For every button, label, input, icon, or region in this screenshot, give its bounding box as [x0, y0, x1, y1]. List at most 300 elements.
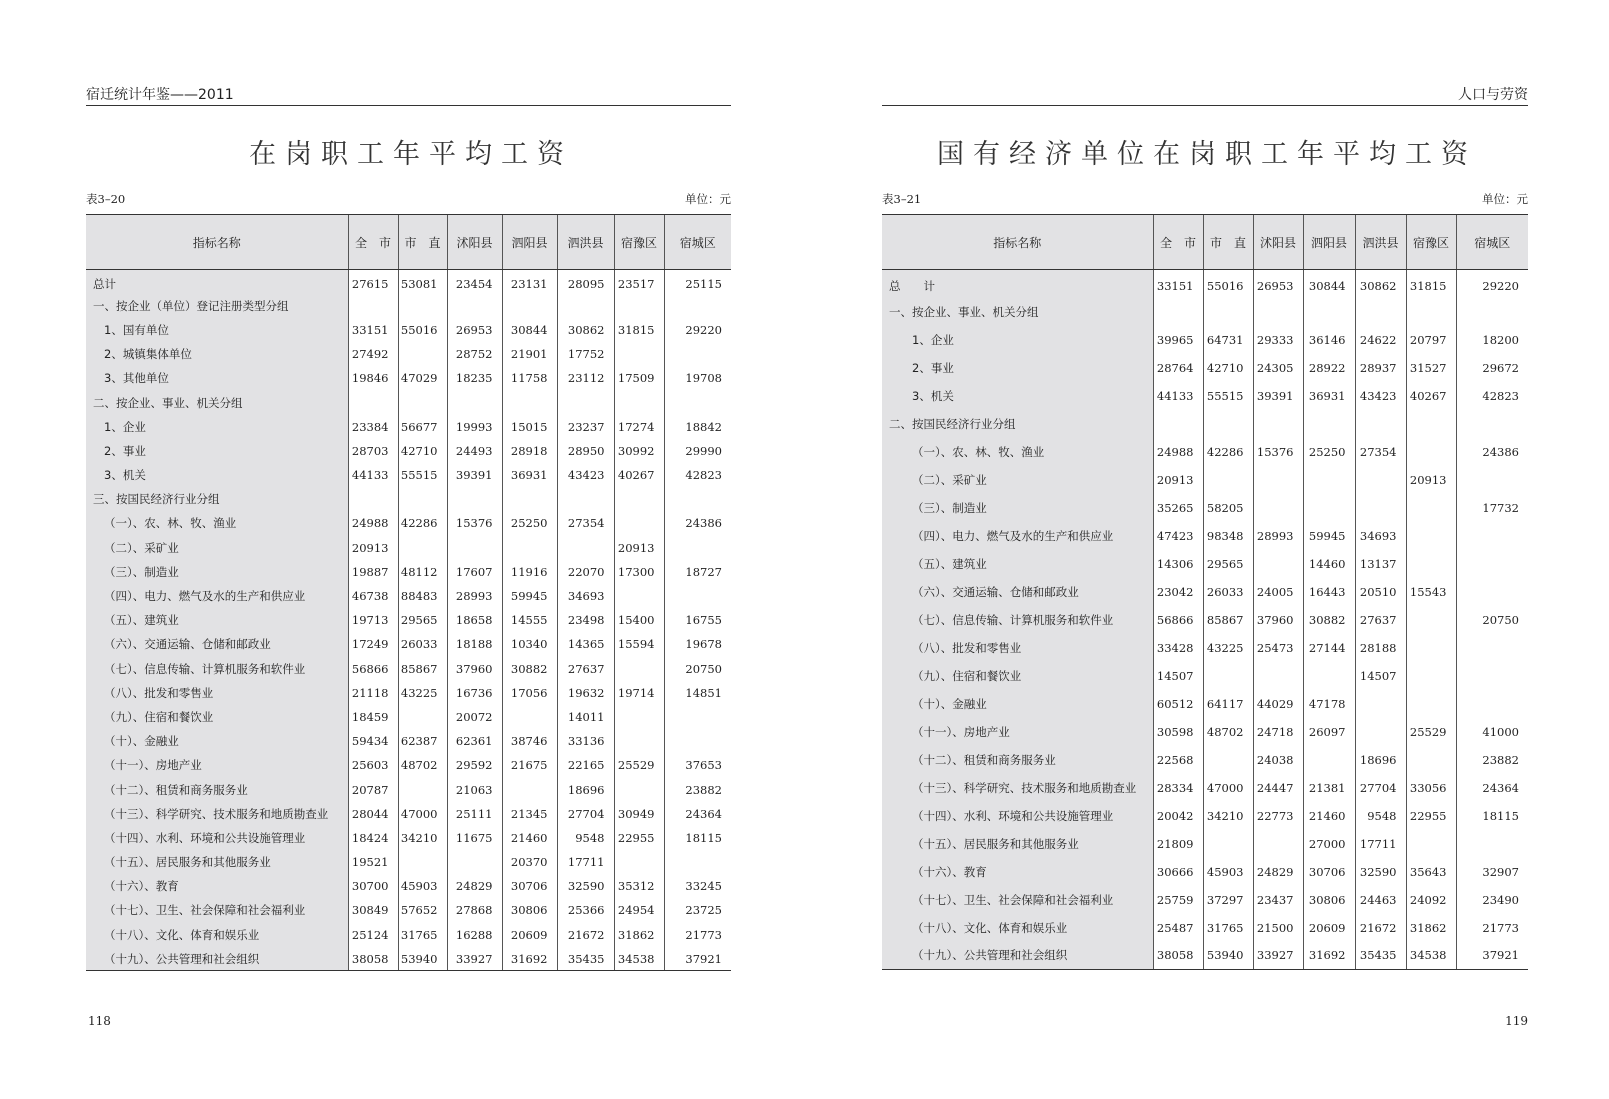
table-cell: [447, 294, 502, 318]
table-cell: 25115: [664, 270, 731, 294]
table-cell: 42710: [398, 439, 447, 463]
table-cell: [398, 536, 447, 560]
table-cell: 24447: [1253, 774, 1303, 802]
table-cell: 21675: [502, 753, 557, 777]
table-cell: 38058: [1153, 942, 1203, 970]
table-cell: [348, 390, 398, 414]
table-cell: 56677: [398, 415, 447, 439]
table-cell: [1406, 550, 1456, 578]
table-row: [86, 270, 731, 294]
table-cell: 60512: [1153, 690, 1203, 718]
table-cell: 20072: [447, 705, 502, 729]
table-cell: [1355, 494, 1406, 522]
table-cell: 23517: [614, 270, 664, 294]
table-cell: 37921: [1456, 942, 1528, 970]
table-cell: 21345: [502, 802, 557, 826]
row-label: （十）、金融业: [882, 690, 1153, 718]
page-number: 119: [1505, 1014, 1528, 1028]
table-cell: 11916: [502, 560, 557, 584]
row-label: 1、企业: [882, 326, 1153, 354]
table-cell: 25250: [502, 511, 557, 535]
table-cell: [447, 487, 502, 511]
table-cell: 20913: [614, 536, 664, 560]
table-cell: 17732: [1456, 494, 1528, 522]
row-label: （六）、交通运输、仓储和邮政业: [86, 632, 348, 656]
row-label: （八）、批发和零售业: [882, 634, 1153, 662]
table-cell: 15594: [614, 632, 664, 656]
table-cell: 56866: [348, 657, 398, 681]
table-cell: 28188: [1355, 634, 1406, 662]
table-cell: 20750: [1456, 606, 1528, 634]
table-cell: 24988: [1153, 438, 1203, 466]
table-cell: [1253, 466, 1303, 494]
table-cell: 20609: [502, 923, 557, 947]
table-row: [882, 830, 1528, 858]
table-cell: 21460: [502, 826, 557, 850]
table-code: 表3–20: [86, 192, 126, 206]
table-cell: 18696: [1355, 746, 1406, 774]
table-cell: [1303, 298, 1355, 326]
column-header: 市 直: [1203, 215, 1253, 270]
table-row: [86, 415, 731, 439]
table-cell: 21381: [1303, 774, 1355, 802]
table-cell: [398, 342, 447, 366]
table-row: [86, 802, 731, 826]
table-cell: [614, 729, 664, 753]
table-cell: 30666: [1153, 858, 1203, 886]
table-cell: [557, 536, 614, 560]
table-cell: [664, 850, 731, 874]
table-cell: 47029: [398, 366, 447, 390]
table-cell: 29220: [664, 318, 731, 342]
table-cell: 17056: [502, 681, 557, 705]
row-label: 一、按企业（单位）登记注册类型分组: [86, 294, 348, 318]
table-cell: 19714: [614, 681, 664, 705]
table-row: [882, 550, 1528, 578]
table-cell: [1303, 746, 1355, 774]
row-label: （十一）、房地产业: [882, 718, 1153, 746]
table-cell: 37297: [1203, 886, 1253, 914]
table-cell: [614, 487, 664, 511]
table-cell: [348, 294, 398, 318]
table-cell: 28993: [1253, 522, 1303, 550]
column-header: 泗洪县: [557, 215, 614, 270]
table-cell: 28922: [1303, 354, 1355, 382]
row-label: （十二）、租赁和商务服务业: [86, 777, 348, 801]
table-cell: 34210: [398, 826, 447, 850]
column-header: 全 市: [1153, 215, 1203, 270]
table-cell: [557, 390, 614, 414]
table-cell: 16755: [664, 608, 731, 632]
table-row: [882, 886, 1528, 914]
table-cell: [447, 850, 502, 874]
table-cell: 24622: [1355, 326, 1406, 354]
table-cell: 23112: [557, 366, 614, 390]
table-cell: [1406, 690, 1456, 718]
row-label: 1、企业: [86, 415, 348, 439]
table-cell: [614, 342, 664, 366]
table-cell: [447, 536, 502, 560]
table-row: [882, 354, 1528, 382]
table-cell: [1406, 746, 1456, 774]
table-cell: 43225: [1203, 634, 1253, 662]
table-cell: 15376: [447, 511, 502, 535]
table-cell: 23237: [557, 415, 614, 439]
table-cell: 23384: [348, 415, 398, 439]
row-label: 3、机关: [86, 463, 348, 487]
table-cell: 18842: [664, 415, 731, 439]
table-cell: 36146: [1303, 326, 1355, 354]
table-cell: 47178: [1303, 690, 1355, 718]
table-row: [882, 858, 1528, 886]
table-cell: 24038: [1253, 746, 1303, 774]
table-cell: [664, 705, 731, 729]
table-cell: 27354: [1355, 438, 1406, 466]
table-cell: 24364: [664, 802, 731, 826]
table-cell: 18658: [447, 608, 502, 632]
table-cell: 35312: [614, 874, 664, 898]
table-cell: 57652: [398, 898, 447, 922]
table-cell: 19993: [447, 415, 502, 439]
table-cell: 30598: [1153, 718, 1203, 746]
table-cell: 59945: [502, 584, 557, 608]
row-label: （十七）、卫生、社会保障和社会福利业: [882, 886, 1153, 914]
table-cell: [664, 487, 731, 511]
table-cell: 35435: [557, 947, 614, 971]
row-label: （十四）、水利、环境和公共设施管理业: [86, 826, 348, 850]
table-cell: 20913: [1406, 466, 1456, 494]
table-cell: 22165: [557, 753, 614, 777]
table-cell: [1355, 410, 1406, 438]
table-cell: [447, 390, 502, 414]
row-label: （十六）、教育: [86, 874, 348, 898]
table-cell: [614, 584, 664, 608]
table-cell: 20797: [1406, 326, 1456, 354]
table-row: [86, 294, 731, 318]
table-cell: 17249: [348, 632, 398, 656]
table-cell: [1203, 830, 1253, 858]
table-row: [882, 802, 1528, 830]
table-cell: 20510: [1355, 578, 1406, 606]
table-cell: 24954: [614, 898, 664, 922]
table-cell: 41000: [1456, 718, 1528, 746]
table-cell: [1406, 522, 1456, 550]
table-cell: [1253, 494, 1303, 522]
table-cell: 55515: [1203, 382, 1253, 410]
table-cell: 25487: [1153, 914, 1203, 942]
unit-label: 单位：元: [1482, 192, 1528, 206]
table-row: [882, 494, 1528, 522]
table-cell: [398, 294, 447, 318]
table-cell: [1406, 606, 1456, 634]
row-label: （十四）、水利、环境和公共设施管理业: [882, 802, 1153, 830]
table-cell: 56866: [1153, 606, 1203, 634]
table-cell: 35435: [1355, 942, 1406, 970]
table-cell: 16443: [1303, 578, 1355, 606]
table-cell: [502, 487, 557, 511]
table-row: [86, 850, 731, 874]
table-cell: 15543: [1406, 578, 1456, 606]
table-cell: 24829: [447, 874, 502, 898]
table-cell: [1456, 634, 1528, 662]
table-cell: 28937: [1355, 354, 1406, 382]
table-row: [86, 511, 731, 535]
table-cell: 31692: [502, 947, 557, 971]
table-cell: 15015: [502, 415, 557, 439]
table-cell: [1303, 410, 1355, 438]
table-cell: 30849: [348, 898, 398, 922]
table-cell: 29672: [1456, 354, 1528, 382]
table-cell: 34693: [1355, 522, 1406, 550]
table-cell: 33151: [1153, 270, 1203, 298]
table-meta: [882, 191, 1528, 207]
table-cell: [1253, 410, 1303, 438]
table-cell: 31862: [614, 923, 664, 947]
row-label: 2、事业: [882, 354, 1153, 382]
table-cell: 17711: [557, 850, 614, 874]
row-label: 1、国有单位: [86, 318, 348, 342]
table-cell: 38058: [348, 947, 398, 971]
table-row: [86, 705, 731, 729]
table-cell: [1406, 438, 1456, 466]
table-row: [86, 318, 731, 342]
row-label: （十五）、居民服务和其他服务业: [86, 850, 348, 874]
table-cell: 26033: [398, 632, 447, 656]
table-cell: [614, 850, 664, 874]
table-cell: 15376: [1253, 438, 1303, 466]
table-cell: 19846: [348, 366, 398, 390]
row-label: 总 计: [882, 270, 1153, 298]
row-label: （十九）、公共管理和社会组织: [86, 947, 348, 971]
unit-label: 单位：元: [685, 192, 731, 206]
table-cell: 39391: [447, 463, 502, 487]
table-cell: [1153, 410, 1203, 438]
table-cell: [348, 487, 398, 511]
table-cell: 10340: [502, 632, 557, 656]
table-cell: 27637: [557, 657, 614, 681]
column-header: 宿城区: [1456, 215, 1528, 270]
table-cell: 25124: [348, 923, 398, 947]
table-cell: 20750: [664, 657, 731, 681]
table-cell: 30882: [502, 657, 557, 681]
table-cell: 98348: [1203, 522, 1253, 550]
table-cell: 34538: [1406, 942, 1456, 970]
table-cell: [1203, 746, 1253, 774]
page-number: 118: [88, 1014, 111, 1028]
row-label: （十三）、科学研究、技术服务和地质勘查业: [882, 774, 1153, 802]
table-row: [86, 681, 731, 705]
table-cell: 27868: [447, 898, 502, 922]
row-label: （十一）、房地产业: [86, 753, 348, 777]
table-cell: 48702: [1203, 718, 1253, 746]
table-cell: [557, 487, 614, 511]
table-cell: 19678: [664, 632, 731, 656]
table-cell: 30706: [502, 874, 557, 898]
table-cell: 26097: [1303, 718, 1355, 746]
column-header: 沭阳县: [447, 215, 502, 270]
table-cell: 35265: [1153, 494, 1203, 522]
table-row: [882, 326, 1528, 354]
table-cell: 26033: [1203, 578, 1253, 606]
table-row: [86, 560, 731, 584]
table-cell: [557, 294, 614, 318]
table-cell: 53081: [398, 270, 447, 294]
table-cell: 21773: [1456, 914, 1528, 942]
row-label: （六）、交通运输、仓储和邮政业: [882, 578, 1153, 606]
row-label: （十五）、居民服务和其他服务业: [882, 830, 1153, 858]
table-cell: 18424: [348, 826, 398, 850]
table-cell: 47000: [398, 802, 447, 826]
table-cell: 23454: [447, 270, 502, 294]
row-label: （九）、住宿和餐饮业: [86, 705, 348, 729]
table-cell: 14507: [1355, 662, 1406, 690]
column-header: 泗阳县: [502, 215, 557, 270]
row-label: 三、按国民经济行业分组: [86, 487, 348, 511]
table-cell: 27354: [557, 511, 614, 535]
table-cell: 62361: [447, 729, 502, 753]
table-cell: 25473: [1253, 634, 1303, 662]
table-row: [86, 584, 731, 608]
table-cell: 20913: [348, 536, 398, 560]
table-cell: 40267: [1406, 382, 1456, 410]
table-cell: [1456, 830, 1528, 858]
table-cell: 42823: [1456, 382, 1528, 410]
table-cell: 18235: [447, 366, 502, 390]
table-cell: 16288: [447, 923, 502, 947]
table-cell: 55016: [398, 318, 447, 342]
table-cell: [1355, 690, 1406, 718]
table-cell: 21901: [502, 342, 557, 366]
table-cell: [1456, 466, 1528, 494]
table-cell: 30700: [348, 874, 398, 898]
row-label: （五）、建筑业: [86, 608, 348, 632]
table-cell: 44029: [1253, 690, 1303, 718]
table-cell: 22568: [1153, 746, 1203, 774]
table-cell: 19887: [348, 560, 398, 584]
column-header: 市 直: [398, 215, 447, 270]
table-header-row: [86, 215, 731, 270]
table-cell: 18115: [1456, 802, 1528, 830]
table-cell: [614, 294, 664, 318]
table-cell: 29565: [1203, 550, 1253, 578]
table-cell: 53940: [1203, 942, 1253, 970]
table-cell: 25366: [557, 898, 614, 922]
table-cell: 64731: [1203, 326, 1253, 354]
table-cell: 18188: [447, 632, 502, 656]
table-row: [882, 662, 1528, 690]
table-cell: [1456, 662, 1528, 690]
table-cell: 14460: [1303, 550, 1355, 578]
column-header-indicator: 指标名称: [882, 215, 1153, 270]
table-cell: 23882: [664, 777, 731, 801]
table-cell: 24386: [1456, 438, 1528, 466]
table-cell: 31862: [1406, 914, 1456, 942]
table-cell: 40267: [614, 463, 664, 487]
table-cell: 23042: [1153, 578, 1203, 606]
table-row: [86, 657, 731, 681]
table-cell: [664, 342, 731, 366]
table-cell: 29220: [1456, 270, 1528, 298]
table-cell: [1406, 830, 1456, 858]
table-cell: 45903: [398, 874, 447, 898]
table-row: [86, 777, 731, 801]
table-cell: 35643: [1406, 858, 1456, 886]
table-cell: 16736: [447, 681, 502, 705]
table-cell: 33151: [348, 318, 398, 342]
table-cell: 24386: [664, 511, 731, 535]
table-cell: 85867: [398, 657, 447, 681]
table-cell: 22955: [614, 826, 664, 850]
row-label: （十八）、文化、体育和娱乐业: [882, 914, 1153, 942]
table-cell: 33136: [557, 729, 614, 753]
table-row: [86, 536, 731, 560]
table-cell: 20042: [1153, 802, 1203, 830]
table-cell: [502, 294, 557, 318]
table-cell: [664, 536, 731, 560]
table-cell: 64117: [1203, 690, 1253, 718]
table-cell: 59945: [1303, 522, 1355, 550]
table-cell: [1303, 494, 1355, 522]
table-cell: 14365: [557, 632, 614, 656]
table-cell: 31527: [1406, 354, 1456, 382]
table-cell: 28703: [348, 439, 398, 463]
table-cell: 24829: [1253, 858, 1303, 886]
table-cell: [1153, 298, 1203, 326]
table-cell: 17274: [614, 415, 664, 439]
row-label: （八）、批发和零售业: [86, 681, 348, 705]
table-cell: 34693: [557, 584, 614, 608]
table-row: [882, 942, 1528, 970]
table-cell: 24988: [348, 511, 398, 535]
table-cell: [398, 705, 447, 729]
running-header: 宿迁统计年鉴——2011: [86, 84, 731, 106]
table-cell: 39965: [1153, 326, 1203, 354]
table-cell: [502, 536, 557, 560]
row-label: （四）、电力、燃气及水的生产和供应业: [882, 522, 1153, 550]
table-row: [86, 753, 731, 777]
row-label: （十二）、租赁和商务服务业: [882, 746, 1153, 774]
table-cell: 17752: [557, 342, 614, 366]
row-label: （十九）、公共管理和社会组织: [882, 942, 1153, 970]
row-label: （十七）、卫生、社会保障和社会福利业: [86, 898, 348, 922]
table-cell: 14306: [1153, 550, 1203, 578]
table-cell: [1253, 298, 1303, 326]
row-label: （一）、农、林、牧、渔业: [86, 511, 348, 535]
table-cell: 30706: [1303, 858, 1355, 886]
table-cell: 24092: [1406, 886, 1456, 914]
table-cell: 37653: [664, 753, 731, 777]
table-cell: 36931: [1303, 382, 1355, 410]
table-cell: 20787: [348, 777, 398, 801]
row-label: 二、按国民经济行业分组: [882, 410, 1153, 438]
table-cell: 20913: [1153, 466, 1203, 494]
table-cell: 31765: [398, 923, 447, 947]
table-cell: 11675: [447, 826, 502, 850]
table-cell: 27492: [348, 342, 398, 366]
table-cell: 62387: [398, 729, 447, 753]
table-cell: [1203, 410, 1253, 438]
table-row: [882, 466, 1528, 494]
table-cell: 27615: [348, 270, 398, 294]
table-cell: 32590: [1355, 858, 1406, 886]
table-cell: 29565: [398, 608, 447, 632]
table-cell: 42823: [664, 463, 731, 487]
table-cell: [1456, 550, 1528, 578]
table-cell: 58205: [1203, 494, 1253, 522]
table-row: [882, 438, 1528, 466]
row-label: 一、按企业、事业、机关分组: [882, 298, 1153, 326]
table-cell: [1406, 298, 1456, 326]
